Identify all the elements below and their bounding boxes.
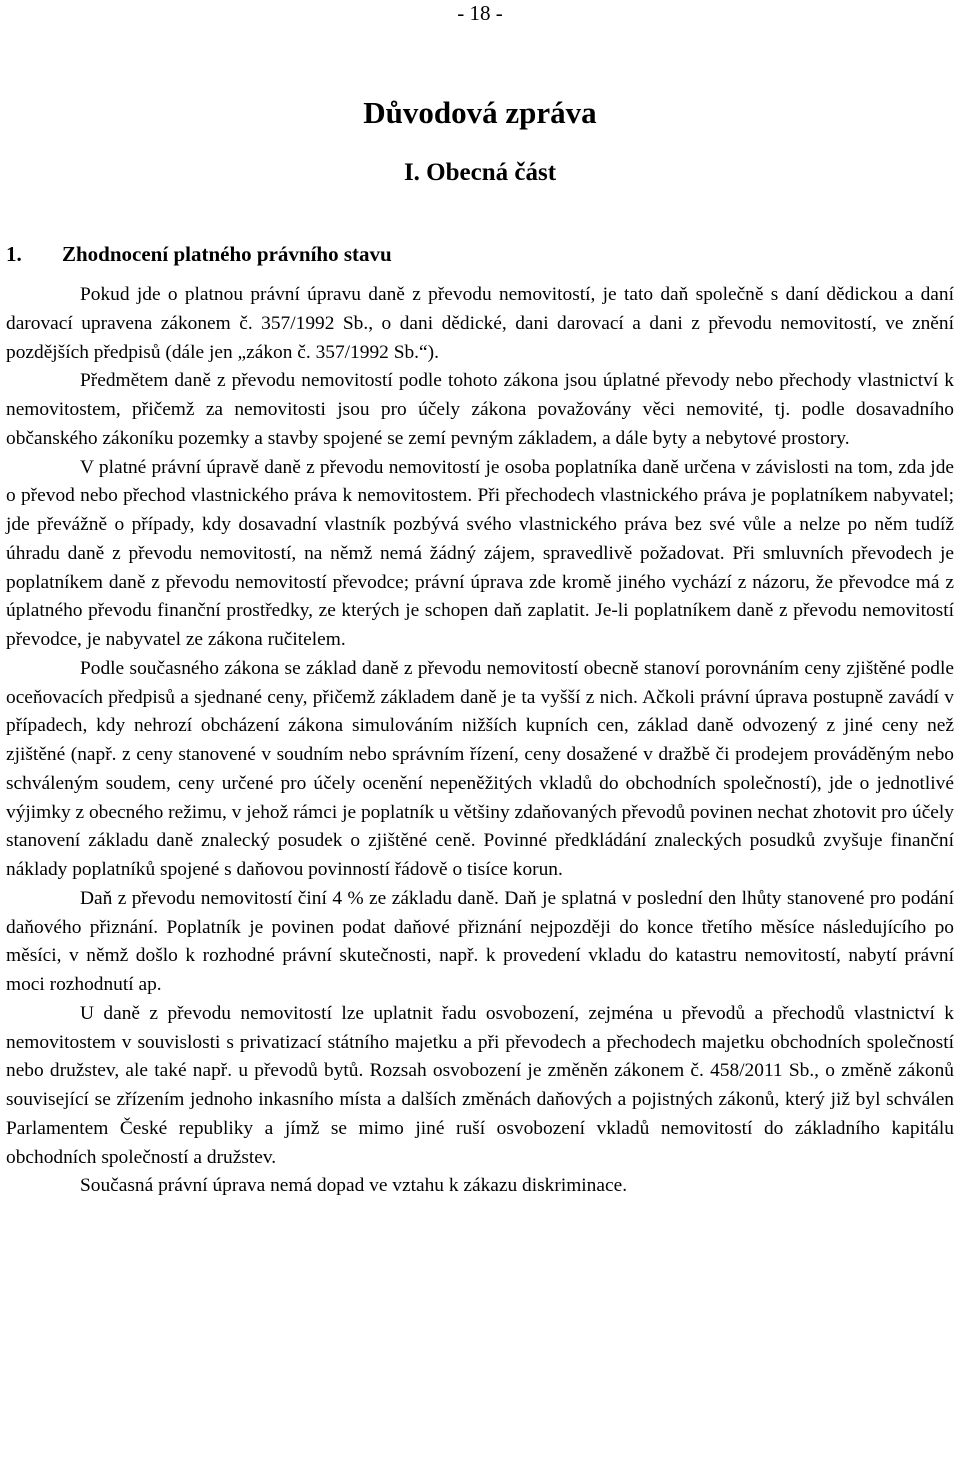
paragraph: Pokud jde o platnou právní úpravu daně z převodu nemovitostí, je tato daň společně s daní dědickou a daní darovací upravena zákonem č. 357/1992 Sb., o dani dědické, dani darovací a dani z převodu nemovitostí, ve znění pozdějších předpisů (dále jen „zákon č. 357/1992 Sb.“). bbox=[6, 284, 954, 363]
section-number: 1. bbox=[6, 242, 22, 266]
section-heading bbox=[6, 239, 392, 269]
document-subtitle: I. Obecná část bbox=[403, 159, 557, 186]
paragraph: Současná právní úprava nemá dopad ve vztahu k zákazu diskriminace. bbox=[80, 1175, 628, 1197]
paragraph: V platné právní úpravě daně z převodu nemovitostí je osoba poplatníka daně určena v závislosti na tom, zda jde o převod nebo přechod vlastnického práva k nemovitostem. Při přechodech vlastnického práva je poplatníkem nabyvatel; jde převážně o případy, kdy dosavadní vlastník pozbývá svého vlastnického práva bez své vůle a nelze po něm tudíž úhradu daně z převodu nemovitostí, na němž nemá žádný zájem, spravedlivě požadovat. Při smluvních převodech je poplatníkem daně z převodu nemovitostí převodce; právní úprava zde kromě jiného vychází z názoru, že převodce má z úplatného převodu finanční prostředky, ze kterých je schopen daň zaplatit. Je-li poplatníkem daně z převodu nemovitostí převodce, je nabyvatel ze zákona ručitelem. bbox=[6, 456, 954, 650]
document-title: Důvodová zpráva bbox=[363, 95, 597, 130]
paragraph: U daně z převodu nemovitostí lze uplatnit řadu osvobození, zejména u převodů a přechodů vlastnictví k nemovitostem v souvislosti s privatizací státního majetku a při převodech a přechodech majetku obchodních společností nebo družstev, ale také např. u převodů bytů. Rozsah osvobození je změněn zákonem č. 458/2011 Sb., o změně zákonů související se zřízením jednoho inkasního místa a dalších změnách daňových a pojistných zákonů, který již byl schválen Parlamentem České republiky a jímž se mimo jiné ruší osvobození vkladů nemovitostí do základního kapitálu obchodních společností a družstev. bbox=[6, 1002, 954, 1168]
body-text bbox=[6, 281, 954, 1201]
paragraph: Podle současného zákona se základ daně z převodu nemovitostí obecně stanoví porovnáním ceny zjištěné podle oceňovacích předpisů a sjednané ceny, přičemž základem daně je ta vyšší z nich. Ačkoli právní úprava postupně zavádí v případech, kdy nehrozí obcházení zákona simulováním nižších kupních cen, základ daně odvozený z jiné ceny než zjištěné (např. z ceny stanovené v soudním nebo správním řízení, ceny dosažené v dražbě či prodejem prováděným nebo schváleným soudem, ceny určené pro účely ocenění nepeněžitých vkladů do obchodních společností), jde o jednotlivé výjimky z obecného režimu, v jehož rámci je poplatník u většiny zdaňovaných převodů povinen nechat zhotovit pro účely stanovení základu daně znalecký posudek o zjištěné ceně. Povinné předkládání znaleckých posudků zvyšuje finanční náklady poplatníků spojené s daňovou povinností řádově o tisíce korun. bbox=[6, 657, 954, 880]
paragraph: Daň z převodu nemovitostí činí 4 % ze základu daně. Daň je splatná v poslední den lhůty stanovené pro podání daňového přiznání. Poplatník je povinen podat daňové přiznání nejpozději do konce třetího měsíce následujícího po měsíci, v němž došlo k rozhodné právní skutečnosti, např. k provedení vkladu do katastru nemovitostí, nabytí právní moci rozhodnutí ap. bbox=[6, 887, 954, 995]
paragraph: Předmětem daně z převodu nemovitostí podle tohoto zákona jsou úplatné převody nebo přechody vlastnictví k nemovitostem, přičemž za nemovitosti jsou pro účely zákona považovány věci nemovité, tj. podle dosavadního občanského zákoníku pozemky a stavby spojené se zemí pevným základem, a dále byty a nebytové prostory. bbox=[6, 370, 954, 449]
page-number: - 18 - bbox=[457, 1, 503, 25]
section-title: Zhodnocení platného právního stavu bbox=[62, 242, 392, 266]
